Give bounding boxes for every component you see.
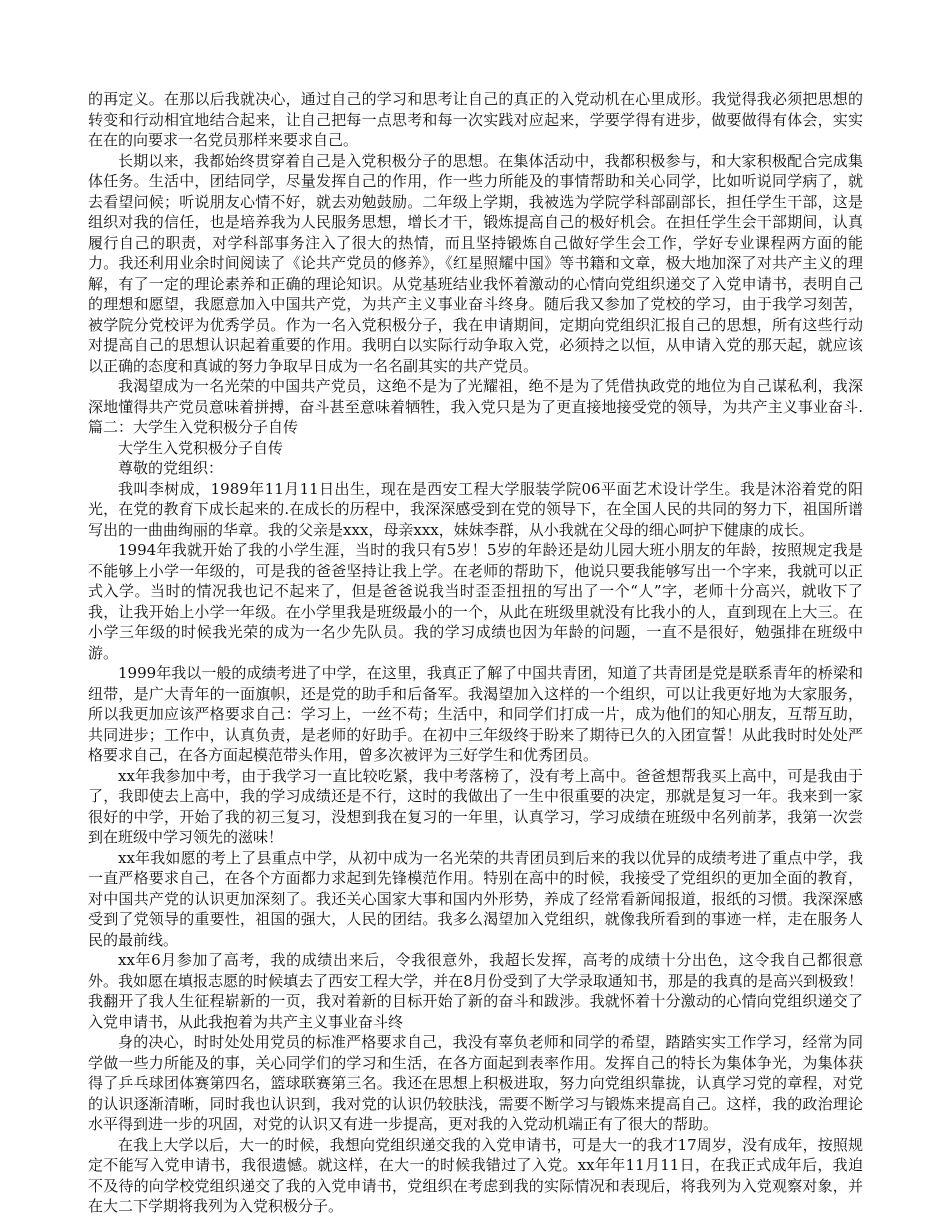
- paragraph: 在我上大学以后，大一的时候，我想向党组织递交我的入党申请书，可是大一的我才17周岁，没有成年，按照规定不能写入党申请书，我很遗憾。就这样，在大一的时候我错过了入党。xx年年11月11日，在我正式成年后，我迫不及待的向学校党组织递交了我的入党申请书，党组织在考虑到我的实际情况和表现后，将我列为入党观察对象，并在大二下学期将我列为入党积极分子。: [88, 1135, 863, 1215]
- document-body: [88, 89, 863, 1217]
- salutation: 尊敬的党组织：: [118, 459, 224, 477]
- paragraph: 1994年我就开始了我的小学生涯，当时的我只有5岁！5岁的年龄还是幼儿园大班小朋友的年龄，按照规定我是不能够上小学一年级的，可是我的爸爸坚持让我上学。在老师的帮助下，他说只要我能够写出一个字来，我就可以正式入学。当时的情况我也记不起来了，但是爸爸说我当时歪歪扭扭的写出了一个“人”字，老师十分高兴，就收下了我，让我开始上小学一年级。在小学里我是班级最小的一个，从此在班级里就没有比我小的人，直到现在上大三。在小学三年级的时候我光荣的成为一名少先队员。我的学习成绩也因为年龄的问题，一直不是很好，勉强排在班级中游。: [88, 541, 863, 662]
- paragraph: 身的决心，时时处处用党员的标准严格要求自己，我没有辜负老师和同学的希望，踏踏实实工作学习，经常为同学做一些力所能及的事，关心同学们的学习和生活，在各方面起到表率作用。发挥自己的特长为集体争光，为集体获得了乒乓球团体赛第四名，篮球联赛第三名。我还在思想上积极进取，努力向党组织靠拢，认真学习党的章程，对党的认识逐渐清晰，同时我也认识到，我对党的认识仍较肤浅，需要不断学习与锻炼来提高自己。这样，我的政治理论水平得到进一步的巩固，对党的认识又有进一步提高，更对我的入党动机端正有了很大的帮助。: [88, 1033, 863, 1133]
- paragraph: xx年我参加中考，由于我学习一直比较吃紧，我中考落榜了，没有考上高中。爸爸想帮我买上高中，可是我由于了，我即使去上高中，我的学习成绩还是不行，这时的我做出了一生中很重要的决定，那就是复习一年。我来到一家很好的中学，开始了我的初三复习，没想到我在复习的一年里，认真学习，学习成绩在班级中名列前茅，我第一次尝到在班级中学习领先的滋味！: [88, 766, 863, 846]
- paragraph: 的再定义。在那以后我就决心，通过自己的学习和思考让自己的真正的入党动机在心里成形。我觉得我必须把思想的转变和行动相宜地结合起来，让自己把每一点思考和每一次实践对应起来，学要学得有进步，做要做得有体会，实实在在的向要求一名党员那样来要求自己。: [88, 90, 863, 149]
- paragraph: xx年6月参加了高考，我的成绩出来后，令我很意外，我超长发挥，高考的成绩十分出色，这令我自己都很意外。我如愿在填报志愿的时候填去了西安工程大学，并在8月份受到了大学录取通知书，那是的我真的是高兴到极致！我翻开了我人生征程崭新的一页，我对着新的目标开始了新的奋斗和跋涉。我就怀着十分激动的心情向党组织递交了入党申请书，从此我抱着为共产主义事业奋斗终: [88, 951, 863, 1031]
- paragraph: 1999年我以一般的成绩考进了中学，在这里，我真正了解了中国共青团，知道了共青团是党是联系青年的桥梁和纽带，是广大青年的一面旗帜，还是党的助手和后备军。我渴望加入这样的一个组织，可以让我更好地为大家服务，所以我更加应该严格要求自己：学习上，一丝不苟；生活中，和同学们打成一片，成为他们的知心朋友，互帮互助，共同进步；工作中，认真负责，是老师的好助手。在初中三年级终于盼来了期待已久的入团宣誓！从此我时时处处严格要求自己，在各方面起模范带头作用，曾多次被评为三好学生和优秀团员。: [88, 664, 863, 764]
- paragraph: 我渴望成为一名光荣的中国共产党员，这绝不是为了光耀祖，绝不是为了凭借执政党的地位为自己谋私利，我深深地懂得共产党员意味着拼搏，奋斗甚至意味着牺牲，我入党只是为了更直接地接受党的领导，为共产主义事业奋斗.篇二：大学生入党积极分子自传: [88, 377, 863, 436]
- paragraph: 长期以来，我都始终贯穿着自己是入党积极分子的思想。在集体活动中，我都积极参与，和大家积极配合完成集体任务。生活中，团结同学，尽量发挥自己的作用，作一些力所能及的事情帮助和关心同学，比如听说同学病了，就去看望问候；听说朋友心情不好，就去劝勉鼓励。二年级上学期，我被选为学院学科部副部长，担任学生干部，这是组织对我的信任，也是培养我为人民服务思想，增长才干，锻炼提高自己的极好机会。在担任学生会干部期间，认真履行自己的职责，对学科部事务注入了很大的热情，而且坚持锻炼自己做好学生会工作，学好专业课程两方面的能力。我还利用业余时间阅读了《论共产党员的修养》，《红星照耀中国》等书籍和文章，极大地加深了对共产主义的理解，有了一定的理论素养和正确的理论知识。从党基班结业我怀着激动的心情向党组织递交了入党申请书，表明自己的理想和愿望，我愿意加入中国共产党，为共产主义事业奋斗终身。随后我又参加了党校的学习，由于我学习刻苦，被学院分党校评为优秀学员。作为一名入党积极分子，我在申请期间，定期向党组织汇报自己的思想，所有这些行动对提高自己的思想认识起着重要的作用。我明白以实际行动争取入党，必须持之以恒，从申请入党的那天起，就应该以正确的态度和真诚的努力争取早日成为一名名副其实的共产党员。: [88, 151, 863, 375]
- paragraph: xx年我如愿的考上了县重点中学，从初中成为一名光荣的共青团员到后来的我以优异的成绩考进了重点中学，我一直严格要求自己，在各个方面都力求起到先锋模范作用。特别在高中的时候，我接受了党组织的更加全面的教育，对中国共产党的认识更加深刻了。我还关心国家大事和国内外形势，养成了经常看新闻报道，报纸的习惯。我深深感受到了党领导的重要性，祖国的强大，人民的团结。我多么渴望加入党组织，就像我所看到的事迹一样，走在服务人民的最前线。: [88, 848, 863, 949]
- section-heading: 大学生入党积极分子自传: [118, 438, 284, 457]
- paragraph: 我叫李树成，1989年11月11日出生，现在是西安工程大学服装学院06平面艺术设计学生。我是沐浴着党的阳光，在党的教育下成长起来的.在成长的历程中，我深深感受到在党的领导下，在全国人民的共同的努力下，祖国所谱写出的一曲曲绚丽的华章。我的父亲是xxx，母亲xxx，妹妹李群，从小我就在父母的细心呵护下健康的成长。: [88, 479, 863, 539]
